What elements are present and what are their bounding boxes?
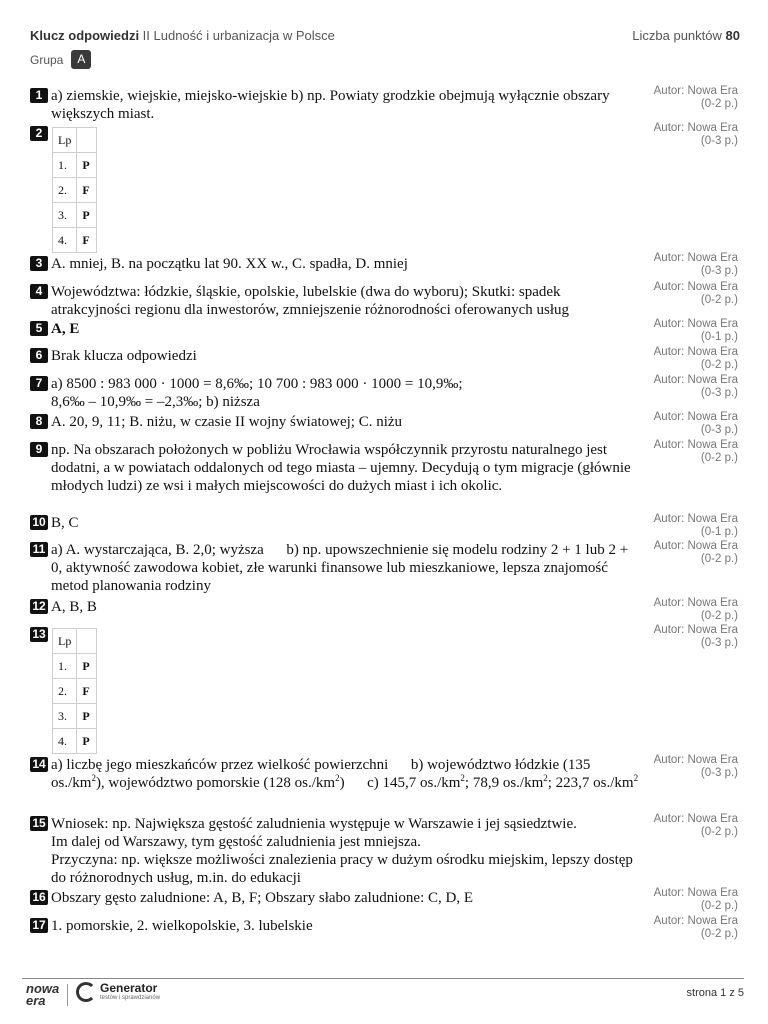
question-number: 11 [30, 542, 48, 557]
answer-12-meta: Autor: Nowa Era (0-2 p.) [653, 597, 738, 622]
group-badge: A [71, 50, 91, 69]
answer-15-meta: Autor: Nowa Era (0-2 p.) [653, 813, 738, 838]
answer-13-meta: Autor: Nowa Era (0-3 p.) [653, 624, 738, 649]
question-number: 1 [30, 88, 48, 103]
answer-12 [30, 598, 640, 616]
answer-9-meta: Autor: Nowa Era (0-2 p.) [653, 439, 738, 464]
answer-text: B, C [51, 515, 79, 531]
group-label: Grupa [30, 52, 64, 67]
question-number: 15 [30, 816, 48, 831]
question-number: 9 [30, 442, 48, 457]
answer-11 [30, 541, 640, 595]
question-number: 10 [30, 515, 48, 530]
answer-8 [30, 413, 640, 431]
answer-text: A, E [51, 321, 80, 337]
answer-6-meta: Autor: Nowa Era (0-2 p.) [653, 346, 738, 371]
answer-17-meta: Autor: Nowa Era (0-2 p.) [653, 915, 738, 940]
answer-1 [30, 87, 640, 123]
answer-text: Obszary gęsto zaludnione: A, B, F; Obszary słabo zaludnione: C, D, E [51, 890, 474, 906]
answer-2-table: Lp 1. P 2. F 3. P 4. F [52, 127, 97, 253]
answer-text: a) A. wystarczająca, B. 2,0; wyższa b) np. upowszechnienie się modelu rodziny 2 + 1 lub 2 + 0, aktywność zawodowa kobiet, złe warunki finansowe lub mieszkaniowe, lepsza znajomość metod planowania rodziny [51, 542, 632, 594]
answer-10 [30, 514, 640, 532]
document-title: Klucz odpowiedzi II Ludność i urbanizacja w Polsce [30, 28, 335, 43]
answer-14 [30, 756, 640, 792]
answer-17 [30, 917, 640, 935]
group-indicator [30, 50, 91, 69]
answer-text: np. Na obszarach położonych w pobliżu Wrocławia współczynnik przyrostu naturalnego jest dodatni, a w powiatach oddalonych od tego miasta – ujemny. Decydują o tym migracje (głównie młodych ludzi) ze wsi i małych miejscowości do dużych miast i ich okolic. [51, 442, 631, 494]
answer-4-meta: Autor: Nowa Era (0-2 p.) [653, 281, 738, 306]
nowa-era-logo: nowa era [26, 981, 60, 1008]
question-number: 16 [30, 890, 48, 905]
answer-5 [30, 320, 640, 338]
answer-text: 1. pomorskie, 2. wielkopolskie, 3. lubelskie [51, 918, 313, 934]
question-number: 2 [30, 126, 48, 141]
generator-logo: Generator testów i sprawdzianów [76, 982, 160, 1002]
generator-g-icon [76, 982, 96, 1002]
page-indicator: strona 1 z 5 [686, 987, 744, 999]
question-number: 4 [30, 284, 48, 299]
answer-text: A. 20, 9, 11; B. niżu, w czasie II wojny światowej; C. niżu [51, 414, 403, 430]
answer-text: a) 8500 : 983 000 · 1000 = 8,6‰; 10 700 : 983 000 · 1000 = 10,9‰; 8,6‰ – 10,9‰ = –2,3‰; b) niższa [51, 376, 463, 410]
answer-1-meta: Autor: Nowa Era (0-2 p.) [653, 85, 738, 110]
answer-15 [30, 815, 640, 887]
answer-text: A. mniej, B. na początku lat 90. XX w., C. spadła, D. mniej [51, 256, 408, 272]
answer-13-table: Lp 1. P 2. F 3. P 4. P [52, 628, 97, 754]
answer-16 [30, 889, 640, 907]
answer-text: Brak klucza odpowiedzi [51, 348, 197, 364]
question-number: 5 [30, 321, 48, 336]
question-number: 13 [30, 627, 48, 642]
document-header [30, 28, 740, 43]
answer-text: Wniosek: np. Największa gęstość zaludnienia występuje w Warszawie i jej sąsiedztwie. Im dalej od Warszawy, tym gęstość zaludnienia jest mniejsza. Przyczyna: np. większe możliwości znalezienia pracy w dużym ośrodku miejskim, lepszy dostęp do różnorodnych usług, m.in. do edukacji [51, 816, 633, 886]
question-number: 6 [30, 348, 48, 363]
question-number: 3 [30, 256, 48, 271]
question-number: 14 [30, 757, 48, 772]
answer-11-meta: Autor: Nowa Era (0-2 p.) [653, 540, 738, 565]
answer-text: a) ziemskie, wiejskie, miejsko-wiejskie b) np. Powiaty grodzkie obejmują wyłącznie obszary większych miast. [51, 88, 610, 122]
footer-divider [22, 978, 744, 979]
answer-9 [30, 441, 640, 495]
answer-7 [30, 375, 640, 411]
question-number: 12 [30, 599, 48, 614]
logo-divider [67, 984, 68, 1006]
question-number: 17 [30, 918, 48, 933]
answer-text: A, B, B [51, 599, 97, 615]
question-number: 8 [30, 414, 48, 429]
answer-3 [30, 255, 640, 273]
answer-text: a) liczbę jego mieszkańców przez wielkość powierzchni b) województwo łódzkie (135 $os./km^2$), województwo pomorskie (128 $os./km^2$) c) 145,7 $os./km^2$; 78,9 $os./km^2$; 223,7 $os./km^2$ [51, 757, 639, 791]
answer-14-meta: Autor: Nowa Era (0-3 p.) [653, 754, 738, 779]
answer-4 [30, 283, 640, 319]
answer-6 [30, 347, 640, 365]
answer-text: Województwa: łódzkie, śląskie, opolskie, lubelskie (dwa do wyboru); Skutki: spadek atrakcyjności regionu dla inwestorów, zmniejszenie różnorodności oferowanych usług [51, 284, 570, 318]
answer-7-meta: Autor: Nowa Era (0-3 p.) [653, 374, 738, 399]
answer-8-meta: Autor: Nowa Era (0-3 p.) [653, 411, 738, 436]
question-number: 7 [30, 376, 48, 391]
answer-5-meta: Autor: Nowa Era (0-1 p.) [653, 318, 738, 343]
answer-16-meta: Autor: Nowa Era (0-2 p.) [653, 887, 738, 912]
answer-2-meta: Autor: Nowa Era (0-3 p.) [653, 122, 738, 147]
total-points: Liczba punktów 80 [632, 28, 740, 43]
answer-10-meta: Autor: Nowa Era (0-1 p.) [653, 513, 738, 538]
answer-3-meta: Autor: Nowa Era (0-3 p.) [653, 252, 738, 277]
